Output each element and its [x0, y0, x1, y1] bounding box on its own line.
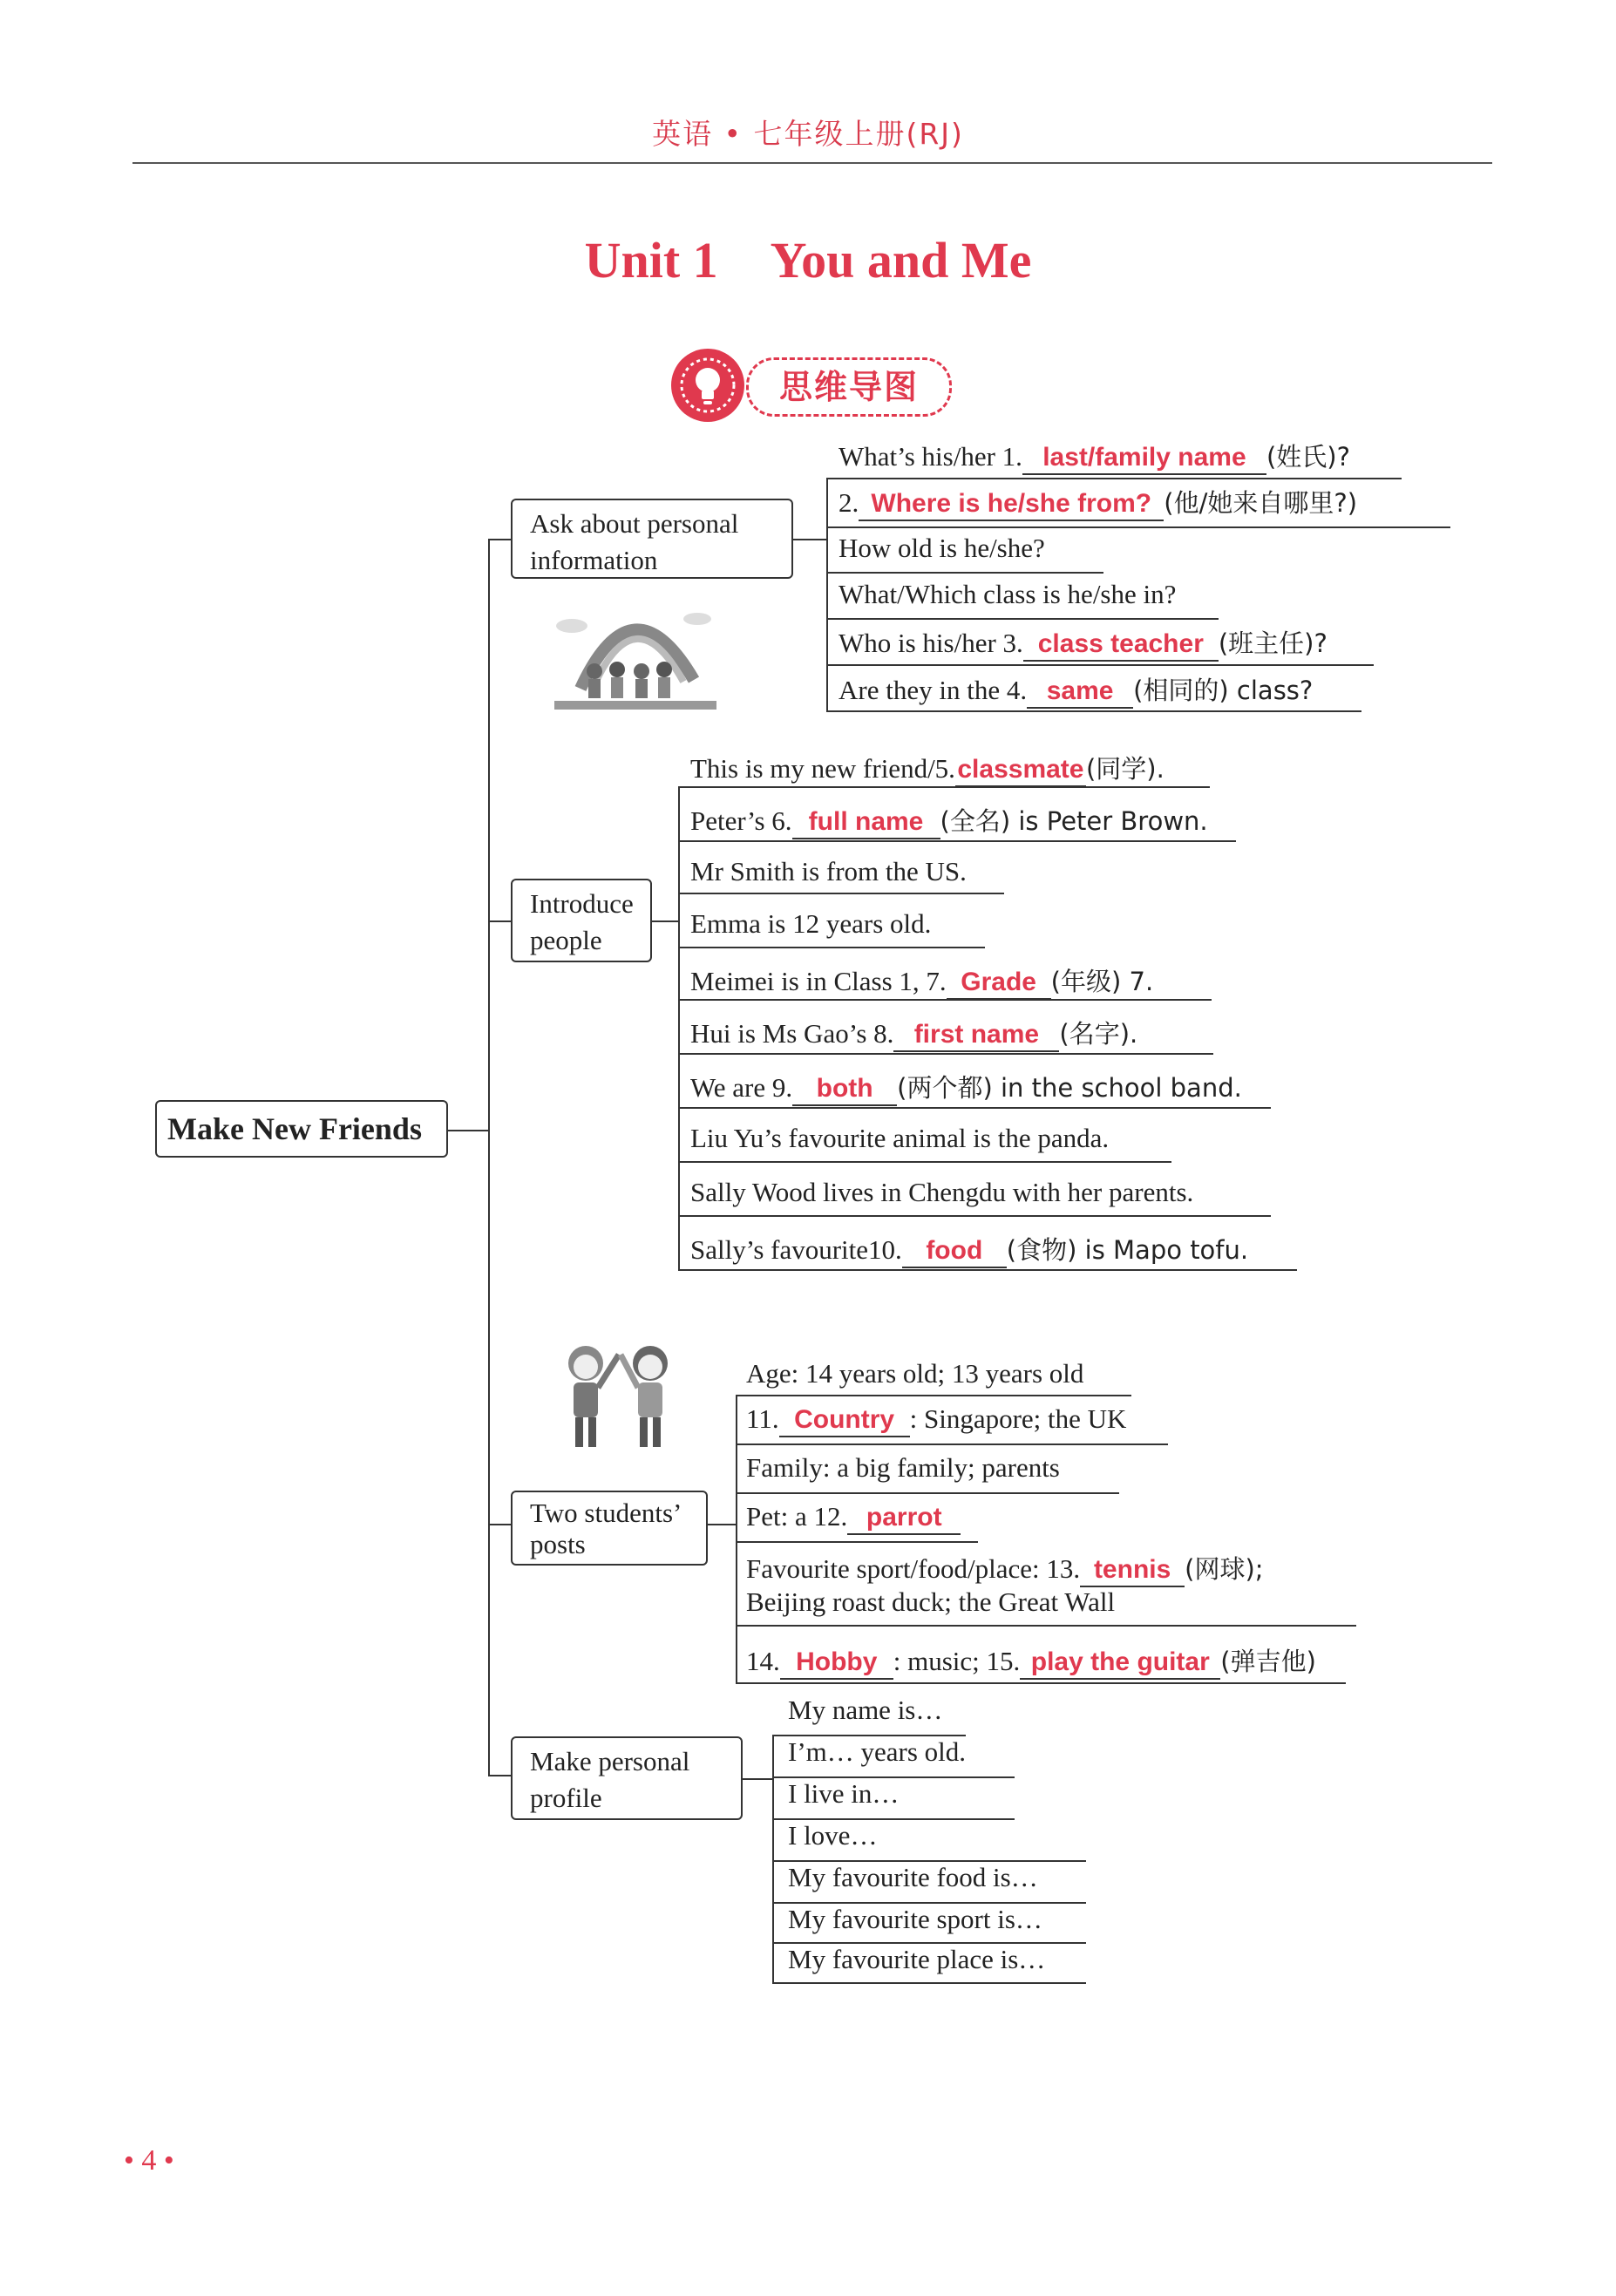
posts-line-5: Favourite sport/food/place: 13. tennis (网球);: [746, 1550, 1264, 1587]
children-playing-illustration: [554, 584, 716, 713]
unit-title: [0, 231, 1616, 289]
profile-connector: [743, 1778, 772, 1780]
branch-posts-label-2: posts: [530, 1529, 586, 1559]
branch-intro-box: [511, 879, 652, 962]
mind-map-badge: [671, 349, 959, 424]
branch-profile-label-1: Make personal: [530, 1746, 690, 1776]
two-boys-high-five-illustration: [554, 1342, 685, 1456]
unit-number: Unit 1: [584, 232, 718, 289]
ask-line-2: 2. Where is he/she from? (他/她来自哪里?): [839, 484, 1357, 521]
lightbulb-icon: [671, 349, 744, 422]
profile-line-4: I love…: [788, 1820, 878, 1851]
branch-ask-label-1: Ask about personal: [530, 508, 739, 539]
branch-intro-label-1: Introduce: [530, 888, 634, 919]
header-rule: [132, 162, 1492, 164]
unit-name: You and Me: [770, 232, 1032, 289]
posts-line-6: 14. Hobby : music; 15. play the guitar (弹吉他): [746, 1642, 1316, 1680]
intro-connector: [652, 920, 678, 922]
page-number: • 4 •: [124, 2144, 174, 2177]
branch-connector-profile: [488, 1775, 511, 1776]
intro-line-2: Peter’s 6. full name (全名) is Peter Brown.: [690, 802, 1208, 839]
profile-line-3: I live in…: [788, 1778, 900, 1809]
posts-line-2: 11. Country : Singapore; the UK: [746, 1403, 1126, 1437]
mind-map-label: 思维导图: [746, 357, 952, 417]
posts-bracket: [736, 1395, 737, 1684]
branch-connector-ask: [488, 539, 511, 540]
ask-line-5: Who is his/her 3. class teacher (班主任)?: [839, 624, 1327, 662]
intro-line-5: Meimei is in Class 1, 7. Grade (年级) 7.: [690, 962, 1153, 1000]
branch-connector-posts: [488, 1524, 511, 1525]
branch-intro-label-2: people: [530, 925, 602, 955]
branch-ask-box: [511, 499, 793, 579]
profile-line-5: My favourite food is…: [788, 1862, 1038, 1892]
posts-line-4: Pet: a 12. parrot: [746, 1501, 961, 1535]
branch-posts-label-1: Two students’: [530, 1498, 682, 1528]
profile-bracket: [772, 1735, 774, 1982]
posts-line-1: Age: 14 years old; 13 years old: [746, 1358, 1084, 1389]
profile-line-2: I’m… years old.: [788, 1736, 967, 1767]
posts-line-5b: Beijing roast duck; the Great Wall: [746, 1586, 1116, 1617]
branch-profile-label-2: profile: [530, 1783, 602, 1813]
profile-line-6: My favourite sport is…: [788, 1904, 1042, 1934]
intro-line-9: Sally Wood lives in Chengdu with her parents.: [690, 1177, 1194, 1207]
intro-line-7: We are 9. both (两个都) in the school band.: [690, 1069, 1242, 1106]
branch-connector-intro: [488, 920, 511, 922]
branch-profile-box: [511, 1736, 743, 1820]
posts-connector: [708, 1524, 736, 1525]
ask-line-6: Are they in the 4. same (相同的) class?: [839, 671, 1313, 709]
running-head: 英语 • 七年级上册(RJ): [652, 117, 964, 151]
profile-line-1: My name is…: [788, 1695, 943, 1725]
intro-bracket: [678, 786, 680, 1269]
intro-line-3: Mr Smith is from the US.: [690, 856, 967, 886]
ask-line-1: What’s his/her 1. last/family name (姓氏)?: [839, 438, 1350, 475]
ask-line-3: How old is he/she?: [839, 533, 1045, 563]
intro-line-10: Sally’s favourite10. food (食物) is Mapo tofu.: [690, 1231, 1248, 1268]
posts-line-3: Family: a big family; parents: [746, 1452, 1060, 1483]
ask-line-4: What/Which class is he/she in?: [839, 579, 1177, 609]
branch-ask-label-2: information: [530, 545, 658, 575]
intro-line-6: Hui is Ms Gao’s 8. first name (名字).: [690, 1015, 1137, 1052]
intro-line-1: This is my new friend/5.classmate(同学).: [690, 750, 1164, 787]
root-connector: [448, 1130, 488, 1131]
intro-line-4: Emma is 12 years old.: [690, 908, 932, 939]
ask-bracket: [826, 478, 828, 711]
trunk-line: [488, 539, 490, 1775]
intro-line-8: Liu Yu’s favourite animal is the panda.: [690, 1123, 1110, 1153]
ask-connector: [793, 539, 826, 540]
profile-line-7: My favourite place is…: [788, 1944, 1046, 1974]
root-node: Make New Friends: [155, 1100, 448, 1158]
branch-posts-box: [511, 1491, 708, 1566]
